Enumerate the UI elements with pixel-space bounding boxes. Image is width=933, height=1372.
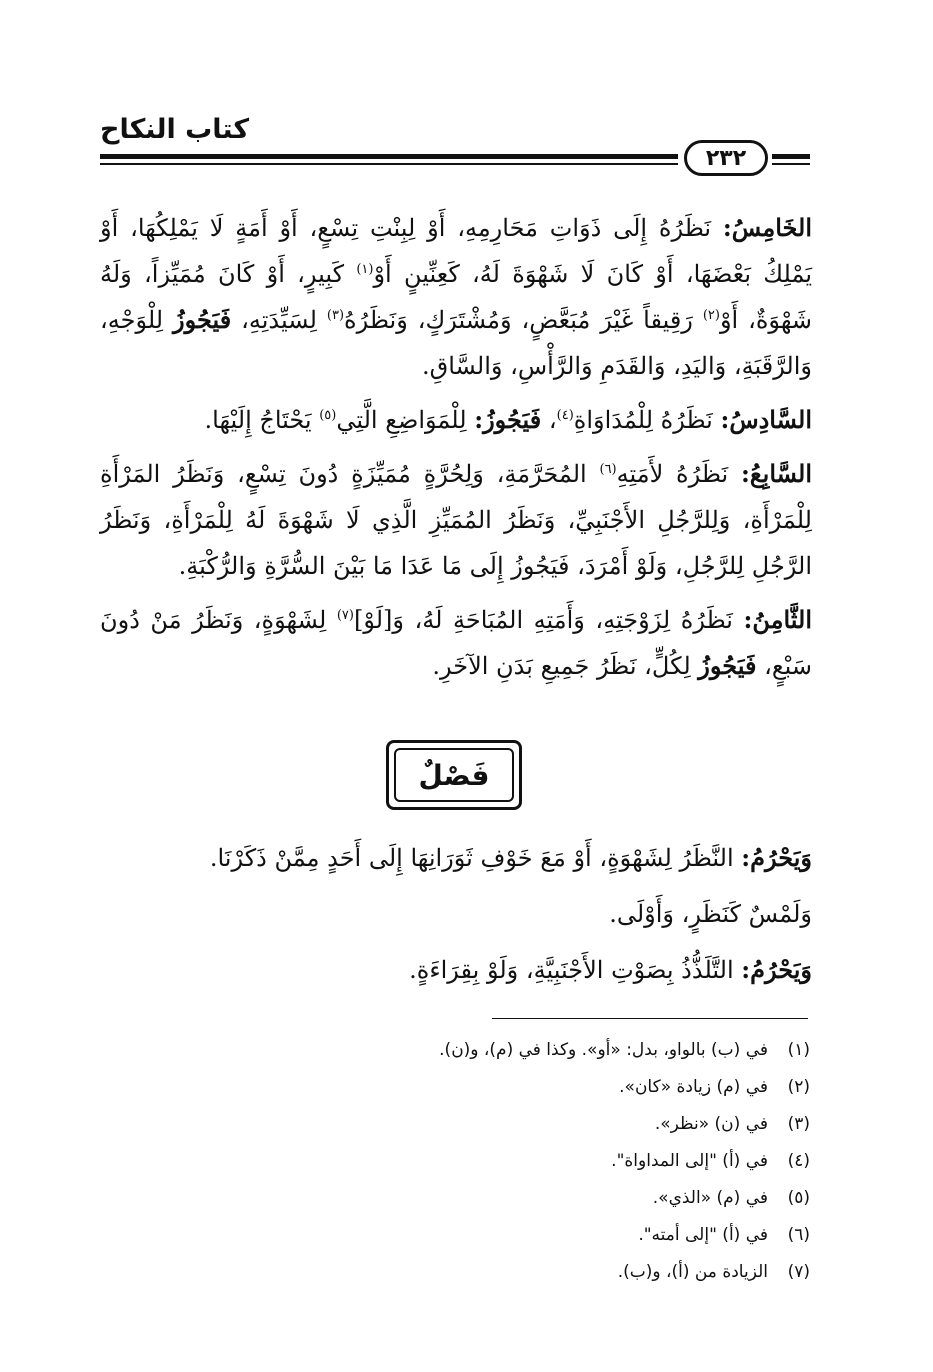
paragraph-eighth: [100, 597, 812, 689]
paragraph-text: نَظَرُهُ لِزَوْجَتِهِ، وَأَمَتِهِ المُبَاحَةِ لَهُ، وَ[لَوْ]: [353, 606, 744, 634]
term: فَيَجُوزُ:: [474, 405, 542, 434]
footnote-number: (٥): [787, 1188, 810, 1208]
section-text: [100, 830, 812, 998]
term: الخَامِسُ:: [722, 213, 812, 242]
term: فَيَجُوزُ: [698, 651, 757, 680]
paragraph-fifth: [100, 205, 812, 389]
line-text: وَلَمْسٌ كَنَظَرٍ، وَأَوْلَى.: [609, 900, 812, 928]
header-rule-thick: [100, 154, 678, 159]
footnote-number: (٤): [787, 1151, 810, 1171]
footnote-text: في (ب) بالواو، بدل: «أو». وكذا في (م)، و(ن).: [439, 1040, 768, 1060]
paragraph-text: نَظَرُهُ لِلْمُدَاوَاةِ: [573, 406, 721, 434]
footnote-text: في (م) «الذي».: [652, 1188, 768, 1208]
footnote-ref: (١): [356, 262, 374, 277]
footnote: [100, 1106, 810, 1143]
page-number: ٢٣٢: [684, 140, 768, 176]
paragraph-text: لِلْوَجْهِ، وَالرَّقَبَةِ، وَاليَدِ، وَالقَدَمِ وَالرَّأْسِ، وَالسَّاقِ.: [100, 306, 812, 380]
term: السَّابِعُ:: [741, 459, 813, 488]
footnote-number: (٧): [787, 1262, 810, 1282]
section-line: [100, 942, 812, 998]
footnote-ref: (٧): [336, 608, 354, 623]
footnote-number: (٣): [787, 1114, 810, 1134]
footnote: [100, 1069, 810, 1106]
footnote-ref: (٤): [556, 408, 574, 423]
footnote-text: الزيادة من (أ)، و(ب).: [617, 1262, 768, 1282]
paragraph-text: كَبِيرٍ، أَوْ كَانَ مُمَيِّزاً، وَلَهُ شَهْوَةٌ، أَوْ: [100, 260, 813, 334]
section-heading: فَصْلٌ: [394, 748, 514, 802]
footnote: [100, 1143, 810, 1180]
footnote: [100, 1032, 810, 1069]
header-rule-right-thin: [772, 163, 810, 165]
paragraph-seventh: [100, 451, 812, 589]
section-heading-box: [386, 740, 522, 810]
footnote-divider: [492, 1018, 808, 1019]
footnote-number: (١): [787, 1040, 810, 1060]
header-rule-right-thick: [772, 154, 810, 159]
paragraph-text: لِكُلٍّ، نَظَرُ جَمِيعِ بَدَنِ الآخَرِ.: [432, 652, 699, 680]
line-text: النَّظَرُ لِشَهْوَةٍ، أَوْ مَعَ خَوْفِ ثَوَرَانِهَا إِلَى أَحَدٍ مِمَّنْ ذَكَرْنَا.: [209, 844, 742, 872]
footnote-ref: (٥): [319, 408, 337, 423]
paragraph-text: رَقِيقاً غَيْرَ مُبَعَّضٍ، وَمُشْتَرَكٍ، وَنَظَرُهُ: [344, 306, 703, 334]
paragraph-text: المُحَرَّمَةِ، وَلِحُرَّةٍ مُمَيِّزَةٍ دُونَ تِسْعٍ، وَنَظَرُ المَرْأَةِ لِلْمَرْأَةِ، وَلِلرَّجُلِ الأَجْنَبِيِّ، وَنَظَرُ المُمَيِّزِ الَّذِي لَا شَهْوَةَ لَهُ لِلْمَرْأَةِ، وَنَظَرُ الرَّجُلِ لِلرَّجُلِ، وَلَوْ أَمْرَدَ، فَيَجُوزُ إِلَى مَا عَدَا مَا بَيْنَ السُّرَّةِ وَالرُّكْبَةِ.: [100, 460, 812, 580]
term: السَّادِسُ:: [720, 405, 812, 434]
paragraph-text: لِشَهْوَةٍ، وَنَظَرُ مَنْ دُونَ سَبْعٍ،: [100, 606, 812, 680]
section-line: [100, 886, 812, 942]
footnote-number: (٢): [787, 1077, 810, 1097]
page-header: [100, 100, 810, 190]
footnote: [100, 1217, 810, 1254]
paragraph-text: ،: [541, 406, 557, 434]
footnote-text: في (م) زيادة «كان».: [619, 1077, 768, 1097]
book-title: كتاب النكاح: [100, 114, 250, 145]
line-text: التَّلَذُّذُ بِصَوْتِ الأَجْنَبِيَّةِ، وَلَوْ بِقِرَاءَةٍ.: [409, 956, 742, 984]
paragraph-text: لِسَيِّدَتِهِ،: [231, 306, 327, 334]
footnote: [100, 1254, 810, 1291]
paragraph-text: نَظَرُهُ إِلَى ذَوَاتِ مَحَارِمِهِ، أَوْ لِبِنْتِ تِسْعٍ، أَوْ أَمَةٍ لَا يَمْلِكُهَا، أَوْ يَمْلِكُ بَعْضَهَا، أَوْ كَانَ لَا شَهْوَةَ لَهُ، كَعِنِّينٍ أَوْ: [100, 214, 813, 288]
header-rule-thin: [100, 163, 678, 165]
footnote-ref: (٦): [599, 462, 617, 477]
footnote-ref: (٢): [702, 308, 720, 323]
footnote-text: في (أ) "إلى المداواة".: [611, 1151, 768, 1171]
footnote-text: في (ن) «نظر».: [654, 1114, 768, 1134]
paragraph-sixth: [100, 397, 812, 443]
paragraph-text: يَحْتَاجُ إِلَيْهَا.: [204, 406, 320, 434]
footnote-text: في (أ) "إلى أمته".: [638, 1225, 768, 1245]
footnote-number: (٦): [787, 1225, 810, 1245]
term: وَيَحْرُمُ:: [741, 955, 812, 984]
paragraph-text: لِلْمَوَاضِعِ الَّتِي: [336, 406, 475, 434]
footnote: [100, 1180, 810, 1217]
term: فَيَجُوزُ: [173, 305, 232, 334]
footnotes: [100, 1032, 810, 1291]
term: وَيَحْرُمُ:: [741, 843, 812, 872]
section-line: [100, 830, 812, 886]
footnote-ref: (٣): [326, 308, 345, 323]
term: الثَّامِنُ:: [743, 605, 812, 634]
paragraph-text: نَظَرُهُ لأَمَتِهِ: [616, 460, 741, 488]
main-text: [100, 205, 812, 697]
